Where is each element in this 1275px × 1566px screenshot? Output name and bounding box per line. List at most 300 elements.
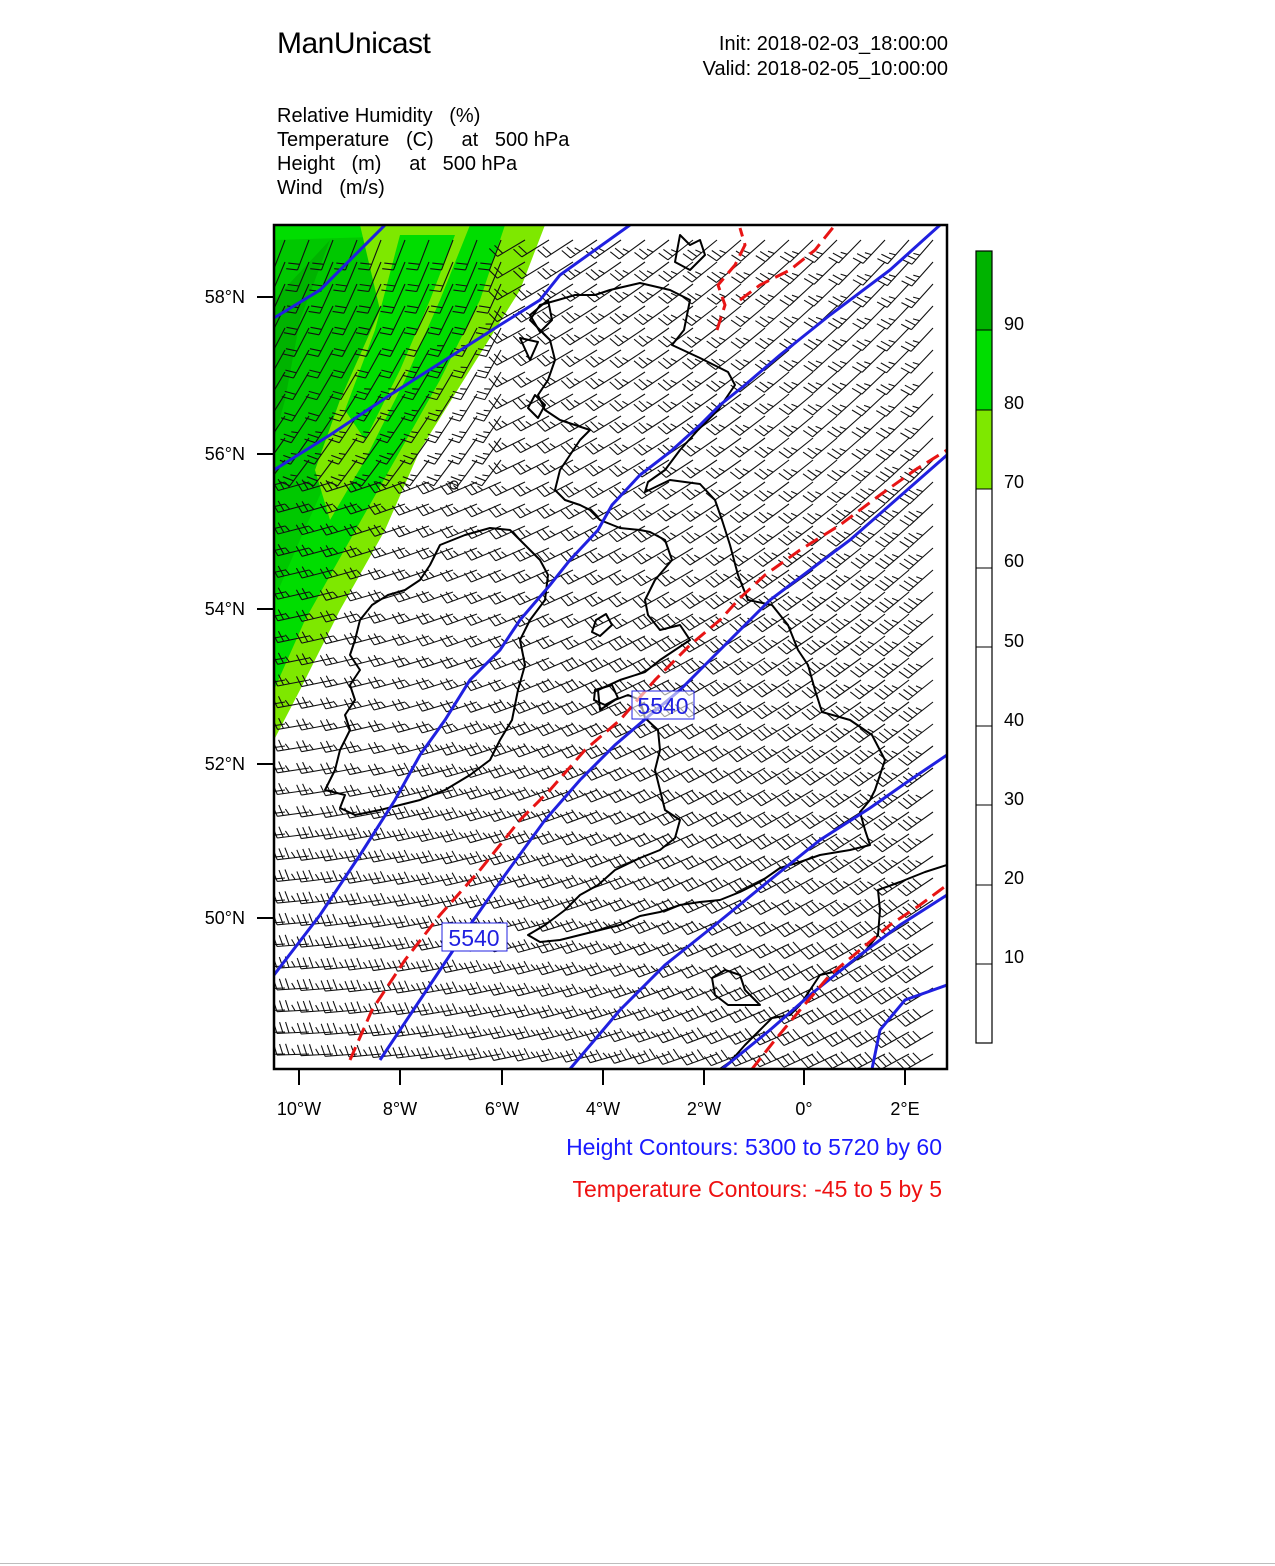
colorbar-swatch-70 bbox=[976, 410, 992, 489]
wind-barb bbox=[369, 958, 405, 970]
wind-barb bbox=[897, 1009, 933, 1026]
colorbar-label: 60 bbox=[1004, 551, 1025, 571]
wind-barb bbox=[537, 658, 574, 671]
wind-barb bbox=[536, 722, 573, 736]
wind-barb bbox=[561, 657, 597, 671]
wind-barb bbox=[489, 416, 525, 430]
wind-barb bbox=[513, 636, 550, 648]
wind-barb bbox=[416, 872, 453, 885]
wind-barb bbox=[561, 570, 597, 584]
wind-barb bbox=[609, 789, 646, 803]
wind-barb bbox=[633, 570, 669, 586]
wind-barb bbox=[440, 895, 477, 908]
wind-barb bbox=[586, 372, 622, 389]
wind-barb bbox=[706, 570, 741, 587]
init-time: Init: 2018-02-03_18:00:00 bbox=[718, 33, 948, 55]
bottom-divider bbox=[0, 1563, 1275, 1564]
wind-barb bbox=[393, 959, 429, 971]
height-contour-legend: Height Contours: 5300 to 5720 by 60 bbox=[566, 1134, 942, 1160]
wind-barb bbox=[754, 680, 790, 697]
wind-barb bbox=[705, 812, 741, 827]
wind-barb bbox=[656, 942, 693, 956]
wind-barb bbox=[610, 394, 645, 411]
wind-barb bbox=[753, 702, 789, 719]
wind-barb bbox=[705, 614, 741, 631]
wind-barb bbox=[801, 790, 837, 807]
wind-barb bbox=[464, 570, 501, 582]
wind-barb bbox=[753, 812, 789, 828]
wind-barb bbox=[562, 284, 597, 301]
colorbar-label: 50 bbox=[1004, 631, 1025, 651]
wind-barb bbox=[849, 1052, 885, 1069]
wind-barb bbox=[753, 944, 789, 958]
wind-barb bbox=[705, 724, 741, 740]
wind-barb bbox=[536, 744, 573, 758]
wind-barb bbox=[512, 722, 549, 736]
wind-barb bbox=[633, 855, 670, 869]
wind-barb bbox=[801, 1030, 837, 1046]
wind-barb bbox=[512, 658, 549, 670]
wind-barb bbox=[898, 790, 933, 809]
wind-barb bbox=[754, 658, 789, 675]
wind-barb bbox=[608, 1028, 645, 1041]
wind-barb bbox=[753, 922, 789, 936]
wind-barb bbox=[441, 1047, 477, 1059]
wind-barb bbox=[489, 372, 525, 387]
wind-barb bbox=[633, 811, 670, 825]
wind-barb bbox=[297, 697, 334, 708]
wind-barb bbox=[609, 592, 645, 607]
wind-barb bbox=[682, 526, 717, 543]
wind-barb bbox=[417, 981, 453, 993]
wind-barb bbox=[729, 702, 765, 718]
wind-barb bbox=[899, 680, 933, 700]
wind-barb bbox=[609, 570, 645, 585]
wind-barb bbox=[393, 937, 429, 949]
wind-barb bbox=[585, 548, 621, 563]
wind-barb bbox=[825, 986, 861, 1003]
wind-barb bbox=[657, 614, 693, 630]
wind-barb bbox=[753, 724, 789, 741]
wind-barb bbox=[609, 438, 645, 455]
wind-barb bbox=[657, 877, 694, 891]
wind-barb bbox=[321, 870, 357, 882]
wind-barb bbox=[586, 350, 621, 367]
wind-barb bbox=[392, 547, 429, 558]
wind-barb bbox=[657, 658, 693, 673]
wind-barb bbox=[369, 850, 405, 863]
wind-barb bbox=[345, 914, 381, 926]
wind-barb bbox=[632, 1007, 669, 1020]
lon-label: 4°W bbox=[585, 1099, 621, 1119]
wind-barb bbox=[730, 636, 766, 653]
wind-barb bbox=[608, 898, 645, 911]
wind-barb bbox=[416, 656, 453, 667]
wind-barb bbox=[704, 1028, 741, 1044]
wind-barb bbox=[608, 876, 645, 890]
colorbar-label: 10 bbox=[1004, 947, 1025, 967]
wind-barb bbox=[584, 789, 621, 803]
wind-barb bbox=[562, 328, 598, 345]
colorbar-label: 40 bbox=[1004, 710, 1025, 730]
colorbar-label: 20 bbox=[1004, 868, 1025, 888]
wind-barb bbox=[321, 805, 357, 817]
wind-barb bbox=[681, 856, 717, 870]
wind-barb bbox=[681, 790, 717, 804]
wind-barb bbox=[560, 853, 597, 866]
wind-barb bbox=[489, 570, 526, 583]
wind-barb bbox=[584, 941, 621, 954]
wind-barb bbox=[440, 742, 477, 755]
wind-barb bbox=[585, 460, 621, 476]
lat-label: 54°N bbox=[204, 599, 245, 619]
wind-barb bbox=[561, 460, 597, 475]
wind-barb bbox=[705, 878, 741, 892]
wind-barb bbox=[416, 700, 453, 711]
wind-barb bbox=[777, 812, 813, 828]
field-height-label: Height (m) at 500 hPa bbox=[277, 153, 518, 175]
wind-barb bbox=[777, 942, 813, 959]
wind-barb bbox=[633, 548, 669, 564]
wind-barb bbox=[680, 1050, 717, 1066]
colorbar-labels bbox=[1004, 314, 1024, 967]
wind-barb bbox=[609, 658, 645, 672]
wind-barb bbox=[512, 744, 549, 757]
wind-barb bbox=[705, 790, 741, 805]
lon-label: 0° bbox=[795, 1099, 813, 1119]
wind-barb bbox=[321, 892, 357, 904]
wind-barb bbox=[753, 900, 789, 915]
wind-barb bbox=[393, 872, 430, 885]
wind-barb bbox=[609, 614, 645, 629]
wind-barb bbox=[538, 240, 573, 257]
wind-barb bbox=[584, 832, 621, 846]
wind-barb bbox=[585, 658, 621, 672]
wind-barb bbox=[489, 482, 525, 496]
wind-barb bbox=[369, 915, 405, 927]
wind-barb bbox=[368, 677, 405, 688]
wind-barb bbox=[850, 856, 886, 873]
wind-barb bbox=[393, 828, 430, 841]
field-temp-label: Temperature (C) at 500 hPa bbox=[277, 129, 570, 151]
colorbar bbox=[976, 251, 1024, 1043]
wind-barb bbox=[873, 965, 909, 982]
wind-barb bbox=[513, 416, 549, 431]
wind-barb bbox=[537, 438, 573, 453]
wind-barb bbox=[898, 966, 934, 983]
wind-barb bbox=[416, 722, 453, 733]
wind-barb bbox=[416, 504, 453, 516]
wind-barb bbox=[416, 851, 453, 864]
wind-barb bbox=[512, 1027, 549, 1040]
wind-barb bbox=[393, 1046, 429, 1058]
wind-barb bbox=[899, 636, 933, 656]
wind-barb bbox=[513, 460, 549, 474]
wind-barb bbox=[849, 1009, 885, 1026]
wind-barb bbox=[633, 658, 669, 673]
wind-barb bbox=[392, 699, 429, 710]
wind-barb bbox=[753, 746, 789, 762]
wind-barb bbox=[633, 592, 669, 608]
temperature-contour-legend: Temperature Contours: -45 to 5 by 5 bbox=[572, 1176, 942, 1202]
wind-barb bbox=[321, 827, 357, 839]
wind-barb bbox=[608, 833, 645, 847]
colorbar-label: 80 bbox=[1004, 393, 1025, 413]
wind-barb bbox=[465, 1047, 501, 1059]
wind-barb bbox=[753, 985, 789, 1001]
wind-barb bbox=[489, 504, 525, 517]
wind-barb bbox=[465, 504, 502, 517]
wind-barb bbox=[441, 504, 478, 516]
wind-barb bbox=[897, 1031, 933, 1048]
wind-barb bbox=[609, 811, 646, 825]
wind-barb bbox=[512, 765, 549, 778]
wind-barb bbox=[849, 987, 885, 1004]
wind-barb bbox=[778, 702, 813, 719]
wind-barb bbox=[584, 984, 621, 997]
wind-barb bbox=[464, 721, 501, 734]
wind-barb bbox=[417, 1025, 453, 1037]
wind-barb bbox=[440, 657, 477, 668]
wind-barb bbox=[537, 614, 573, 627]
wind-barb bbox=[608, 854, 645, 868]
wind-barb bbox=[633, 746, 669, 760]
wind-barb bbox=[392, 504, 429, 515]
wind-barb bbox=[560, 962, 597, 975]
colorbar-swatch-low bbox=[976, 489, 992, 1043]
temperature-contour bbox=[740, 225, 835, 300]
wind-barb bbox=[680, 1006, 717, 1022]
wind-barb bbox=[657, 746, 693, 760]
wind-barb bbox=[705, 702, 741, 718]
coast-isle-of-man bbox=[592, 614, 612, 636]
wind-barb bbox=[321, 849, 357, 861]
wind-barb bbox=[632, 1029, 669, 1042]
wind-barb bbox=[488, 765, 525, 778]
wind-barb bbox=[465, 548, 502, 560]
wind-barb bbox=[416, 635, 453, 646]
wind-barb bbox=[369, 893, 405, 905]
wind-barb bbox=[489, 394, 525, 409]
colorbar-label: 90 bbox=[1004, 314, 1025, 334]
wind-barb bbox=[897, 1053, 933, 1070]
wind-barb bbox=[345, 871, 381, 883]
wind-barb bbox=[585, 438, 621, 454]
wind-barb bbox=[729, 944, 765, 958]
wind-barb bbox=[537, 416, 573, 431]
wind-barb bbox=[777, 834, 813, 850]
svg-text:5540: 5540 bbox=[637, 693, 689, 719]
wind-barb bbox=[729, 1007, 766, 1023]
wind-barb bbox=[898, 834, 933, 852]
wind-barb bbox=[609, 504, 645, 520]
wind-barb bbox=[825, 878, 861, 894]
wind-barb bbox=[705, 768, 741, 783]
wind-barb bbox=[560, 810, 597, 824]
wind-barb bbox=[632, 877, 669, 891]
wind-barb bbox=[705, 984, 742, 1000]
wind-barb bbox=[825, 1008, 861, 1025]
wind-barb bbox=[344, 633, 381, 644]
wind-barb bbox=[488, 787, 525, 800]
wind-barb bbox=[657, 526, 693, 543]
lat-label: 58°N bbox=[204, 287, 245, 307]
wind-barb bbox=[536, 918, 573, 931]
wind-barb bbox=[585, 394, 621, 411]
wind-barb bbox=[561, 416, 597, 432]
wind-barb bbox=[512, 1048, 549, 1061]
wind-barb bbox=[416, 570, 453, 581]
wind-barb bbox=[536, 700, 573, 714]
wind-barb bbox=[610, 416, 646, 433]
wind-barb bbox=[417, 1003, 453, 1015]
wind-barb bbox=[441, 1003, 477, 1015]
wind-barb bbox=[729, 900, 765, 914]
wind-barb bbox=[632, 942, 669, 955]
wind-barb bbox=[729, 834, 765, 849]
wind-barb bbox=[825, 1052, 861, 1069]
wind-barb bbox=[392, 656, 429, 667]
field-wind-label: Wind (m/s) bbox=[277, 177, 385, 199]
wind-barb bbox=[488, 983, 525, 996]
lon-label: 2°E bbox=[890, 1099, 920, 1119]
wind-barb bbox=[633, 504, 669, 521]
model-title: ManUnicast bbox=[277, 27, 431, 60]
wind-barb bbox=[681, 724, 717, 739]
wind-barb bbox=[536, 831, 573, 844]
wind-barb bbox=[705, 746, 741, 761]
wind-barb bbox=[536, 809, 573, 822]
wind-barb bbox=[633, 833, 670, 847]
wind-barb bbox=[633, 636, 669, 651]
wind-barb bbox=[753, 768, 789, 784]
wind-barb bbox=[440, 635, 477, 646]
wind-barb bbox=[464, 786, 501, 799]
wind-barb bbox=[368, 568, 405, 579]
wind-barb bbox=[297, 870, 333, 882]
wind-barb bbox=[681, 877, 717, 891]
wind-barb bbox=[561, 372, 597, 388]
wind-barb bbox=[802, 768, 838, 785]
wind-barb bbox=[585, 482, 621, 498]
wind-barb bbox=[416, 613, 453, 624]
wind-barb bbox=[777, 964, 813, 981]
wind-barb bbox=[561, 636, 597, 649]
wind-barb bbox=[729, 746, 765, 762]
wind-barb bbox=[753, 790, 789, 806]
wind-barb bbox=[777, 922, 813, 937]
wind-barb bbox=[417, 894, 454, 907]
wind-barb bbox=[681, 570, 717, 587]
wind-barb bbox=[297, 826, 333, 838]
wind-barb bbox=[345, 958, 381, 970]
wind-barb bbox=[417, 1047, 453, 1059]
wind-barb bbox=[584, 854, 621, 867]
wind-barb bbox=[801, 1051, 837, 1067]
field-rh-label: Relative Humidity (%) bbox=[277, 105, 481, 127]
wind-barb bbox=[801, 942, 837, 959]
wind-barb bbox=[392, 634, 429, 645]
wind-barb bbox=[680, 986, 717, 1000]
contour-label-1 bbox=[632, 691, 694, 719]
wind-barb bbox=[899, 614, 933, 635]
wind-barb bbox=[536, 853, 573, 866]
wind-barb bbox=[826, 790, 861, 807]
wind-barb bbox=[777, 790, 813, 806]
colorbar-label: 30 bbox=[1004, 789, 1025, 809]
lat-label: 56°N bbox=[204, 444, 245, 464]
wind-barb bbox=[633, 768, 669, 782]
wind-barb bbox=[441, 1025, 477, 1037]
wind-barb bbox=[368, 634, 405, 645]
wind-barb bbox=[489, 592, 526, 604]
wind-barb bbox=[393, 894, 429, 907]
wind-barb bbox=[632, 920, 669, 934]
wind-barb bbox=[680, 965, 717, 979]
wind-barb bbox=[561, 592, 597, 606]
wind-barb bbox=[489, 438, 525, 452]
lon-label: 6°W bbox=[484, 1099, 520, 1119]
wind-barb bbox=[729, 922, 765, 936]
wind-barb bbox=[585, 636, 621, 650]
wind-barb bbox=[464, 636, 501, 647]
wind-barb bbox=[609, 636, 645, 650]
wind-barb bbox=[513, 570, 549, 583]
wind-barb bbox=[369, 980, 405, 992]
wind-barb bbox=[561, 350, 597, 367]
wind-barb bbox=[705, 680, 741, 696]
wind-barb bbox=[898, 746, 933, 765]
wind-barb bbox=[488, 700, 525, 713]
lat-label: 52°N bbox=[204, 754, 245, 774]
wind-barb bbox=[537, 504, 573, 518]
wind-barb bbox=[368, 699, 405, 710]
wind-barb bbox=[705, 834, 741, 848]
wind-barb bbox=[369, 871, 405, 884]
wind-barb bbox=[560, 832, 597, 845]
wind-barb bbox=[440, 592, 477, 603]
wind-barb bbox=[465, 1004, 502, 1017]
wind-barb bbox=[369, 1002, 405, 1014]
wind-barb bbox=[297, 848, 333, 860]
wind-barb bbox=[537, 372, 573, 388]
wind-barb bbox=[441, 982, 478, 995]
wind-barb bbox=[345, 785, 382, 796]
wind-barb bbox=[561, 614, 597, 628]
wind-barb bbox=[825, 921, 861, 938]
wind-barb bbox=[368, 612, 405, 623]
wind-barb bbox=[440, 548, 477, 560]
wind-barb bbox=[488, 658, 525, 669]
lat-label: 50°N bbox=[204, 908, 245, 928]
wind-barb bbox=[609, 548, 645, 564]
wind-barb bbox=[585, 592, 621, 606]
wind-barb bbox=[657, 812, 693, 826]
wind-barb bbox=[801, 812, 837, 829]
wind-barb bbox=[489, 350, 525, 365]
wind-barb bbox=[777, 746, 813, 763]
wind-barb bbox=[561, 482, 597, 497]
wind-barb bbox=[464, 592, 501, 604]
wind-barb bbox=[729, 768, 765, 784]
wind-barb bbox=[825, 856, 861, 873]
wind-barb bbox=[656, 921, 693, 935]
wind-barb bbox=[440, 700, 477, 711]
wind-barb bbox=[656, 1008, 693, 1021]
wind-barb bbox=[681, 812, 717, 826]
wind-barb bbox=[488, 1004, 525, 1017]
wind-barb bbox=[440, 722, 477, 733]
